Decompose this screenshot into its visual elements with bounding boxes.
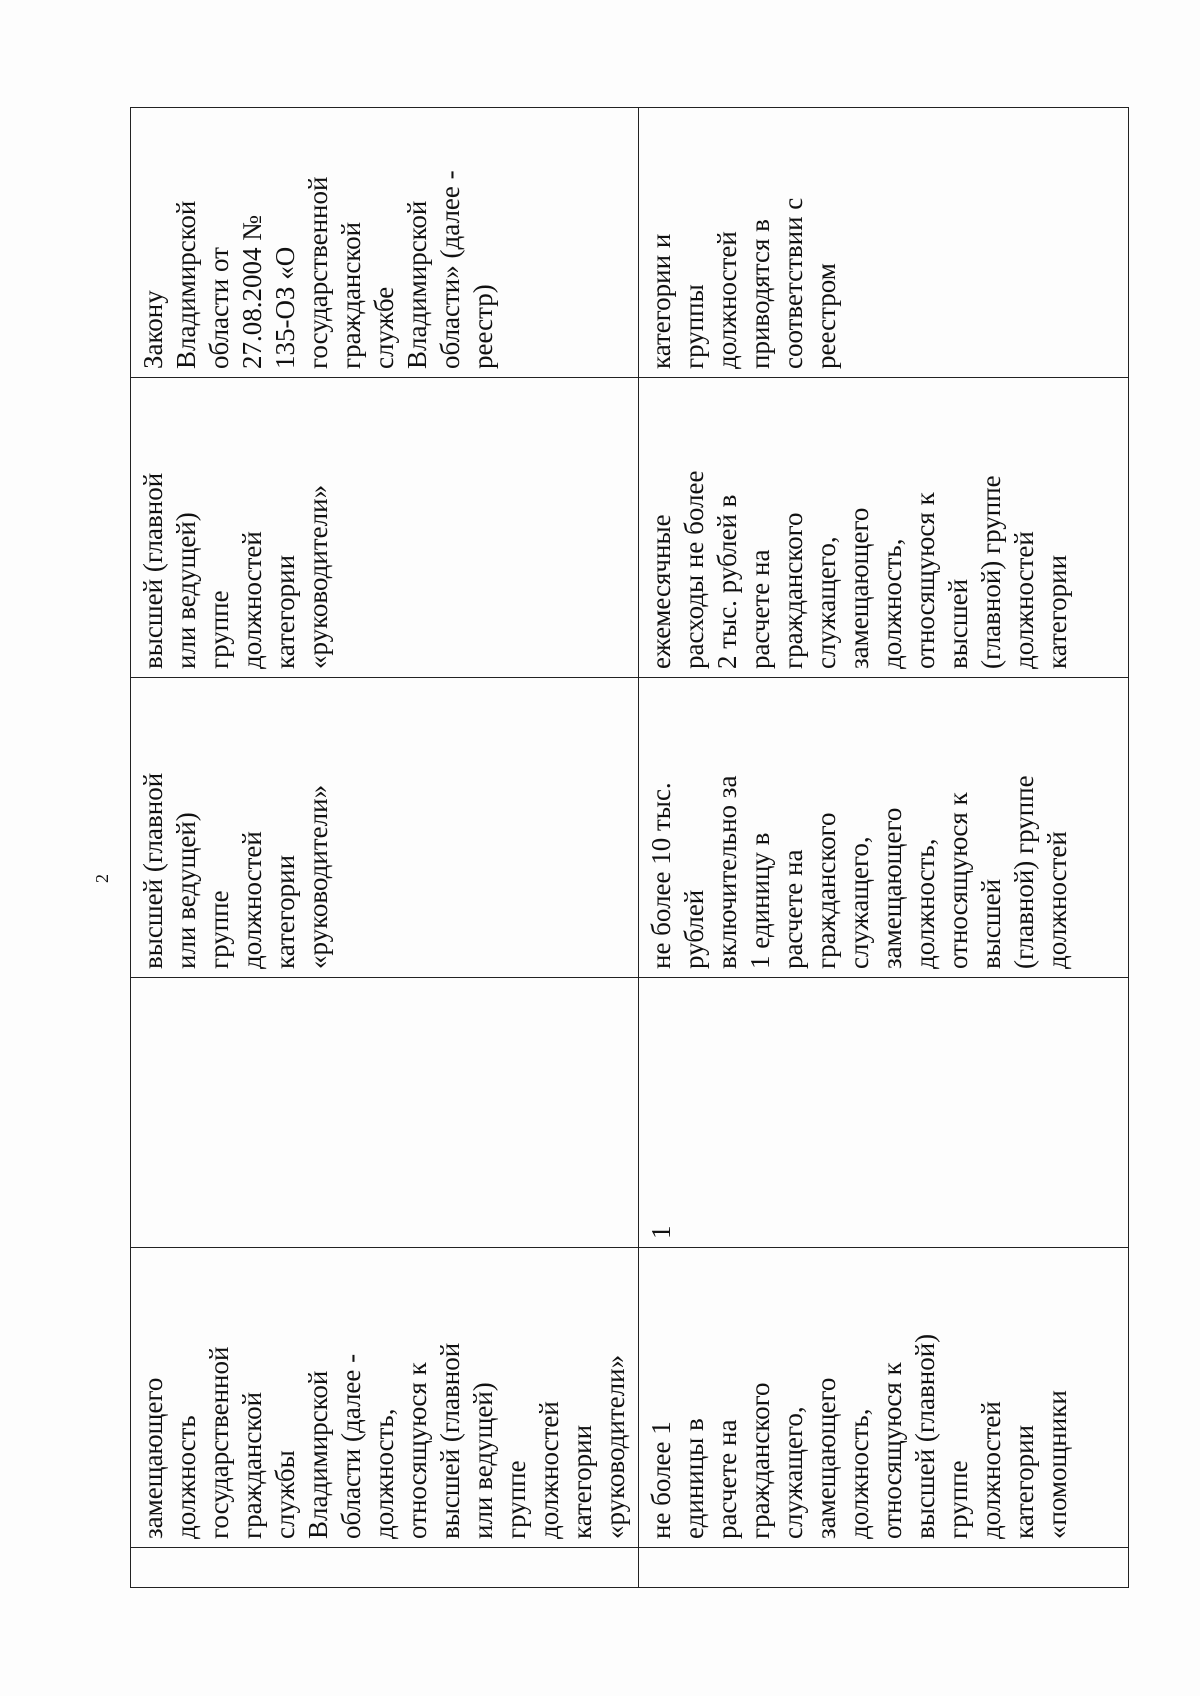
table-cell-expenses: высшей (главной или ведущей) группе должностей категории «руководители» xyxy=(131,378,639,678)
table-cell-note: категории и группы должностей приводятся в соответствии с реестром xyxy=(639,108,1129,378)
table-cell-note: Закону Владимирской области от 27.08.2004 № 135-ОЗ «О государственной гражданской службе Владимирской области» (далее - реестр) xyxy=(131,108,639,378)
table-cell-price: высшей (главной или ведущей) группе должностей категории «руководители» xyxy=(131,678,639,978)
table-cell-name: замещающего должность государственной гражданской службы Владимирской области (далее - должность, относящуюся к высшей (главной или ведущей) группе должностей категории «руководители» xyxy=(131,1248,639,1548)
rotated-table-wrapper xyxy=(130,108,1070,1588)
table-cell-expenses: ежемесячные расходы не более 2 тыс. рублей в расчете на гражданского служащего, замещающего должность, относящуюся к высшей (главной) группе должностей категории xyxy=(639,378,1129,678)
table-cell-quantity: 1 xyxy=(639,978,1129,1248)
table-cell-quantity xyxy=(131,978,639,1248)
table-cell-index xyxy=(639,1548,1129,1588)
table-row xyxy=(131,108,639,1588)
table-cell-index xyxy=(131,1548,639,1588)
table-cell-name: не более 1 единицы в расчете на гражданского служащего, замещающего должность, относящуюся к высшей (главной) группе должностей категории «помощники xyxy=(639,1248,1129,1548)
page-number: 2 xyxy=(92,874,112,883)
expense-norms-table xyxy=(130,107,1129,1588)
table-row xyxy=(639,108,1129,1588)
table-cell-price: не более 10 тыс. рублей включительно за 1 единицу в расчете на гражданского служащего, замещающего должность, относящуюся к высшей (главной) группе должностей xyxy=(639,678,1129,978)
